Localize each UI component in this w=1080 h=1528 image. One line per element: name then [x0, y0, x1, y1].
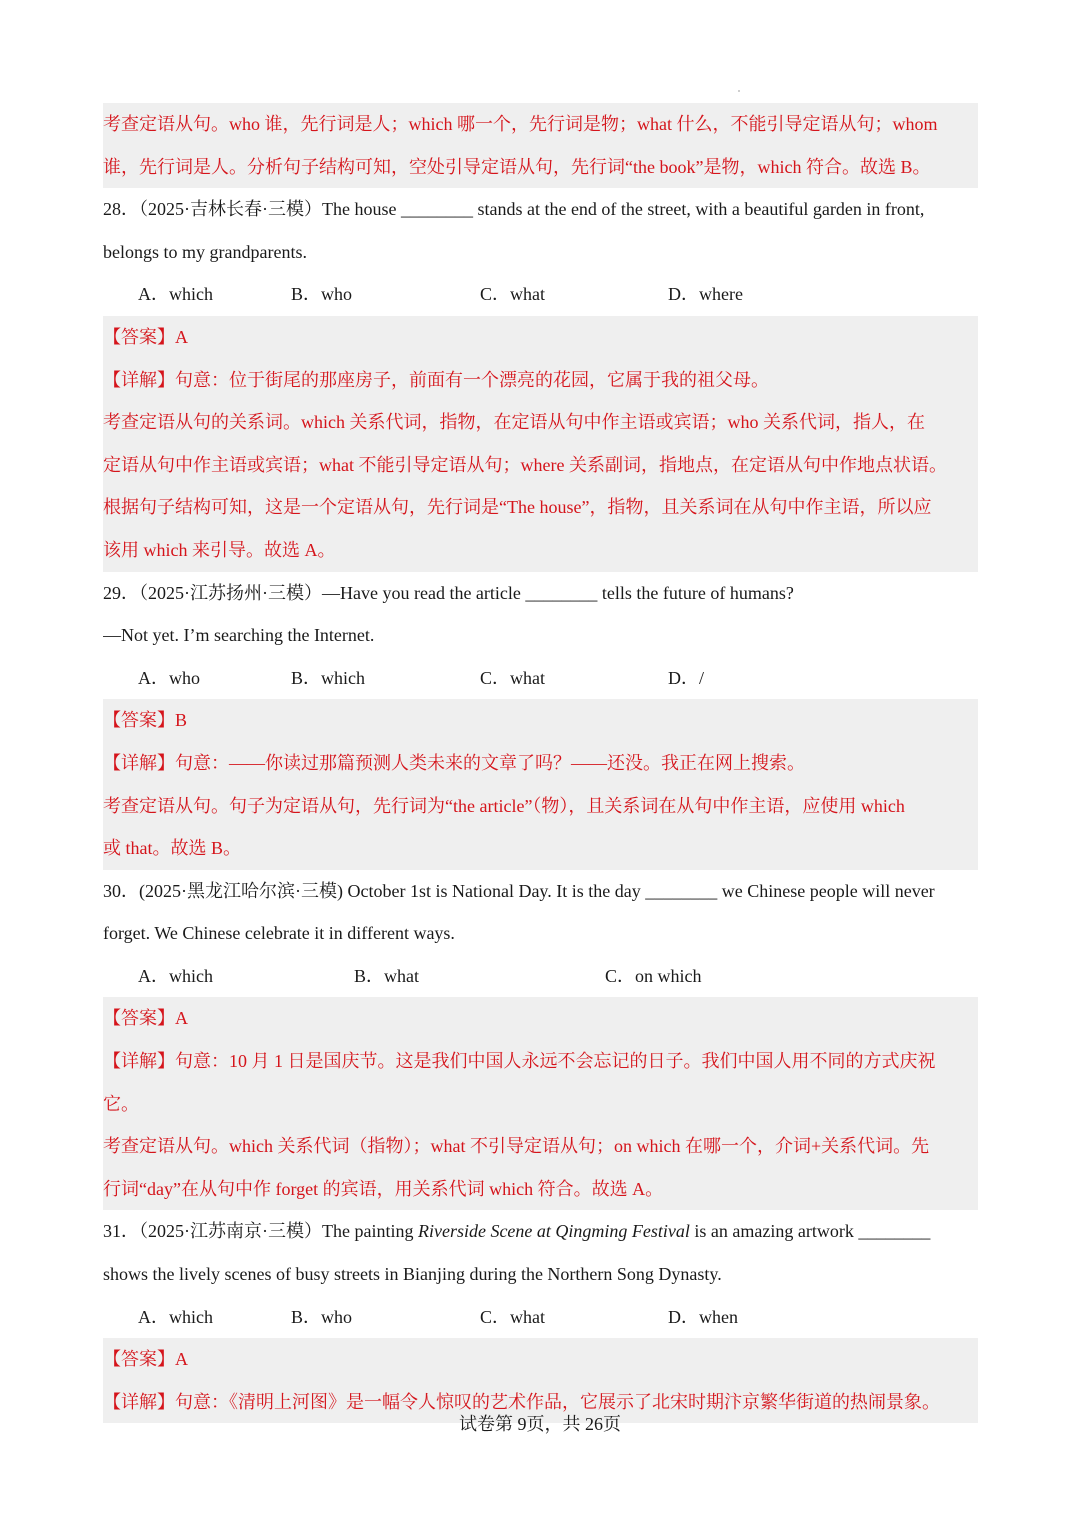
- option-b: B．what: [354, 965, 419, 986]
- question-31-suffix: is an amazing artwork ________: [689, 1221, 931, 1242]
- option-b: B．who: [291, 1306, 353, 1327]
- explanation-line: 根据句子结构可知，这是一个定语从句，先行词是“The house”，指物，且关系词在从句中作主语，所以应: [103, 486, 978, 529]
- explanation-line: 它。: [103, 1083, 978, 1126]
- question-31-options: [103, 1296, 978, 1339]
- option-c: C．what: [480, 284, 545, 305]
- question-31-stem: [103, 1210, 978, 1253]
- option-b: B．who: [291, 284, 353, 305]
- option-c: C．what: [480, 1306, 545, 1327]
- question-29-stem-cont: —Not yet. I’m searching the Internet.: [103, 625, 375, 646]
- scan-speck: [738, 90, 740, 92]
- answer-label: 【答案】A: [103, 997, 978, 1040]
- option-d: D．/: [668, 667, 704, 688]
- explanation-line: 该用 which 来引导。故选 A。: [103, 529, 978, 572]
- question-28-options: [103, 273, 978, 316]
- option-a: A．which: [138, 965, 213, 986]
- question-30-stem: 30．(2025·黑龙江哈尔滨·三模) October 1st is National Day. It is the day ________ we Chinese people will never: [103, 880, 935, 901]
- explanation-line: 考查定语从句。句子为定语从句，先行词为“the article”（物），且关系词在从句中作主语，应使用 which: [103, 785, 978, 828]
- answer-label: 【答案】B: [103, 699, 978, 742]
- question-28-stem-cont: belongs to my grandparents.: [103, 241, 307, 262]
- option-c: C．what: [480, 667, 545, 688]
- explanation-line: 考查定语从句。who 谁，先行词是人；which 哪一个，先行词是物；what 什么，不能引导定语从句；whom: [103, 103, 978, 146]
- option-d: D．where: [668, 284, 743, 305]
- explanation-line: 或 that。故选 B。: [103, 827, 978, 870]
- explanation-line: 定语从句中作主语或宾语；what 不能引导定语从句；where 关系副词，指地点，在定语从句中作地点状语。: [103, 444, 978, 487]
- answer-label: 【答案】A: [103, 316, 978, 359]
- page-content: [103, 103, 978, 1423]
- explanation-line: 【详解】句意：《清明上河图》是一幅令人惊叹的艺术作品，它展示了北宋时期汴京繁华街道的热闹景象。: [103, 1381, 978, 1424]
- explanation-line: 【详解】句意：10 月 1 日是国庆节。这是我们中国人永远不会忘记的日子。我们中国人用不同的方式庆祝: [103, 1040, 978, 1083]
- option-a: A．which: [138, 1306, 213, 1327]
- explanation-line: 行词“day”在从句中作 forget 的宾语，用关系代词 which 符合。故选 A。: [103, 1168, 978, 1211]
- explanation-line: 【详解】句意：——你读过那篇预测人类未来的文章了吗？——还没。我正在网上搜索。: [103, 742, 978, 785]
- painting-title: Riverside Scene at Qingming Festival: [417, 1221, 690, 1242]
- explanation-line: 考查定语从句的关系词。which 关系代词，指物，在定语从句中作主语或宾语；who 关系代词，指人，在: [103, 401, 978, 444]
- answer-label: 【答案】A: [103, 1338, 978, 1381]
- question-29-options: [103, 657, 978, 700]
- question-29-stem: 29．（2025·江苏扬州·三模）—Have you read the article ________ tells the future of humans?: [103, 582, 794, 603]
- question-28-stem: 28．（2025·吉林长春·三模）The house ________ stands at the end of the street, with a beautiful garden in front,: [103, 199, 925, 220]
- option-b: B．which: [291, 667, 365, 688]
- question-30-stem-cont: forget. We Chinese celebrate it in different ways.: [103, 923, 455, 944]
- option-c: C．on which: [605, 965, 702, 986]
- question-30-options: [103, 955, 978, 998]
- option-a: A．who: [138, 667, 200, 688]
- option-d: D．when: [668, 1306, 738, 1327]
- question-31-stem-cont: shows the lively scenes of busy streets in Bianjing during the Northern Song Dynasty.: [103, 1264, 722, 1285]
- explanation-line: 【详解】句意：位于街尾的那座房子，前面有一个漂亮的花园，它属于我的祖父母。: [103, 359, 978, 402]
- explanation-line: 谁，先行词是人。分析句子结构可知，空处引导定语从句，先行词“the book”是物，which 符合。故选 B。: [103, 146, 978, 189]
- question-31-prefix: 31．（2025·江苏南京·三模）The painting: [103, 1221, 418, 1242]
- explanation-line: 考查定语从句。which 关系代词（指物）；what 不引导定语从句；on which 在哪一个，介词+关系代词。先: [103, 1125, 978, 1168]
- option-a: A．which: [138, 284, 213, 305]
- page-footer: 试卷第 9页，共 26页: [459, 1414, 621, 1434]
